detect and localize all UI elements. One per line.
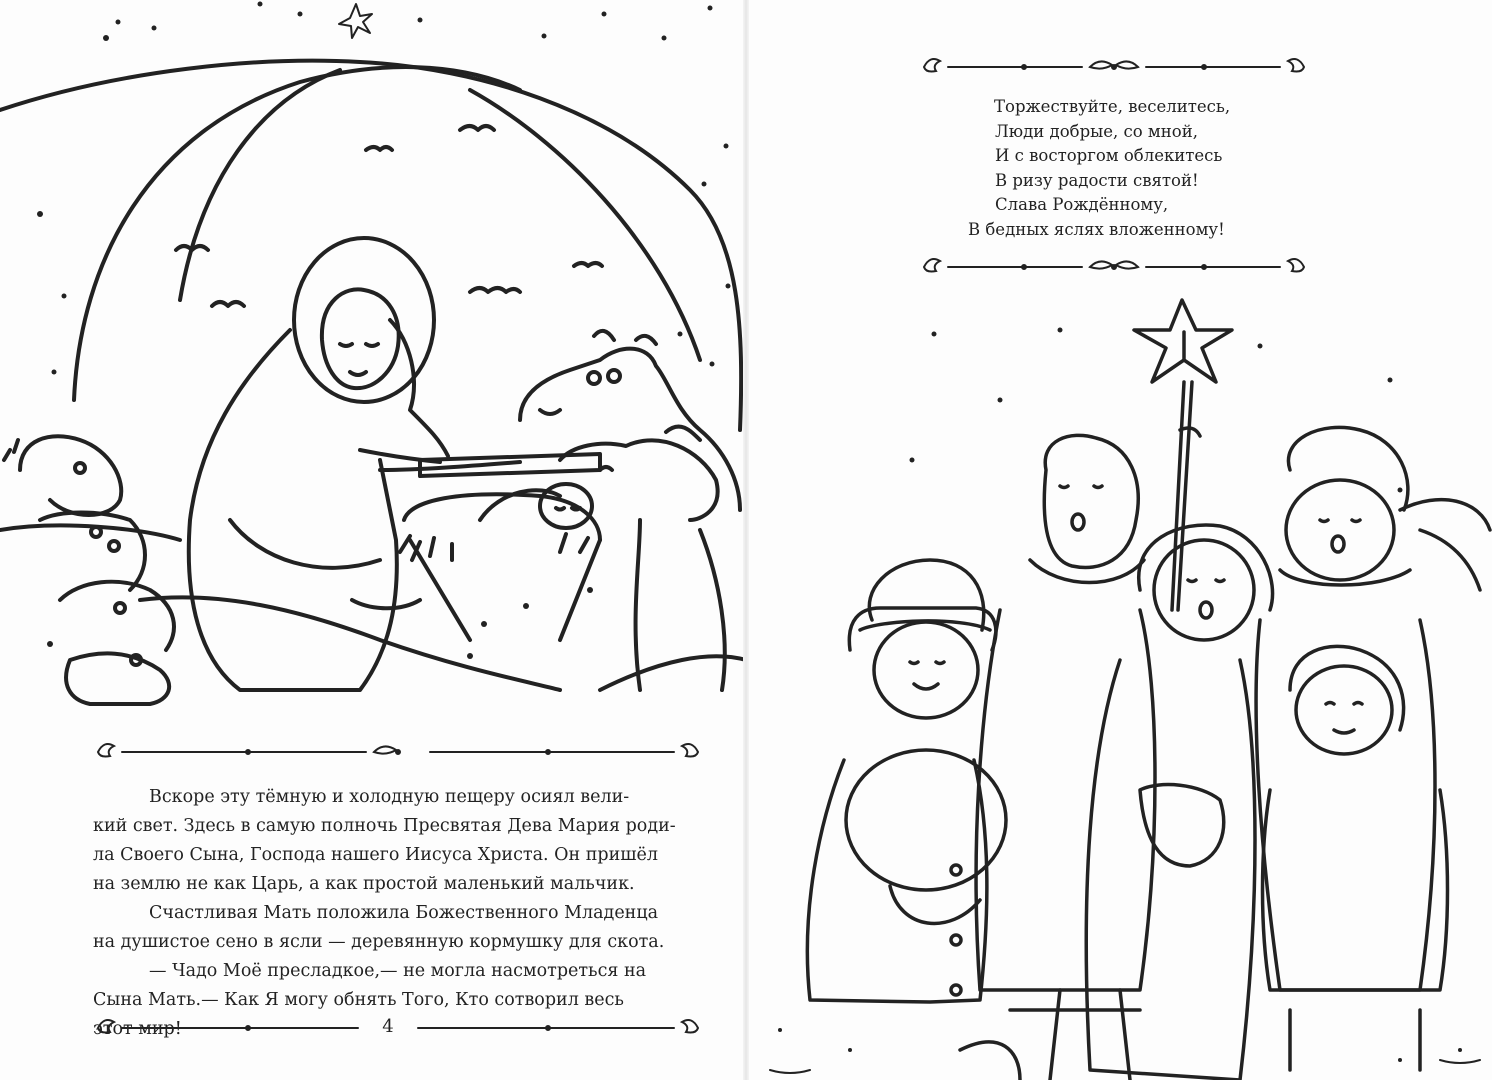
star-icon (1134, 300, 1232, 382)
story-line: Сына Мать.— Как Я могу обнять Того, Кто сотворил весь (93, 990, 624, 1010)
story-line: ла Своего Сына, Господа нашего Иисуса Христа. Он пришёл (93, 845, 658, 865)
poem-line: Слава Рождённому, (995, 195, 1169, 214)
story-paragraph (93, 899, 681, 957)
story-line: Счастливая Мать положила Божественного Младенца (149, 903, 659, 923)
ornament-divider-poem-bottom (914, 252, 1314, 282)
poem-line: Торжествуйте, веселитесь, (994, 97, 1231, 116)
poem-line: В бедных яслях вложенному! (968, 219, 1225, 239)
star-icon (339, 4, 372, 38)
ornament-divider-bottom (88, 1013, 708, 1043)
poem-line: И с восторгом облекитесь (995, 146, 1223, 165)
story-line: кий свет. Здесь в самую полночь Пресвятая Дева Мария роди- (93, 816, 676, 836)
ornament-divider-poem-top (914, 52, 1314, 82)
story-line: Вскоре эту тёмную и холодную пещеру осиял вели- (149, 787, 630, 807)
poem (968, 95, 1288, 242)
nativity-illustration (0, 0, 746, 715)
story-line: — Чадо Моё пресладкое,— не могла насмотреться на (149, 961, 647, 981)
story-text (93, 783, 681, 1044)
story-paragraph (93, 783, 681, 899)
poem-line: В ризу радости святой! (995, 170, 1199, 190)
page-number: 4 (382, 1016, 394, 1037)
carolers-illustration (760, 290, 1492, 1080)
poem-line: Люди добрые, со мной, (995, 121, 1198, 141)
story-line: на душистое сено в ясли — деревянную кормушку для скота. (93, 932, 665, 952)
story-line: этот мир! (93, 1019, 182, 1039)
ornament-divider-top (88, 737, 708, 767)
story-line: на землю не как Царь, а как простой маленький мальчик. (93, 874, 635, 894)
